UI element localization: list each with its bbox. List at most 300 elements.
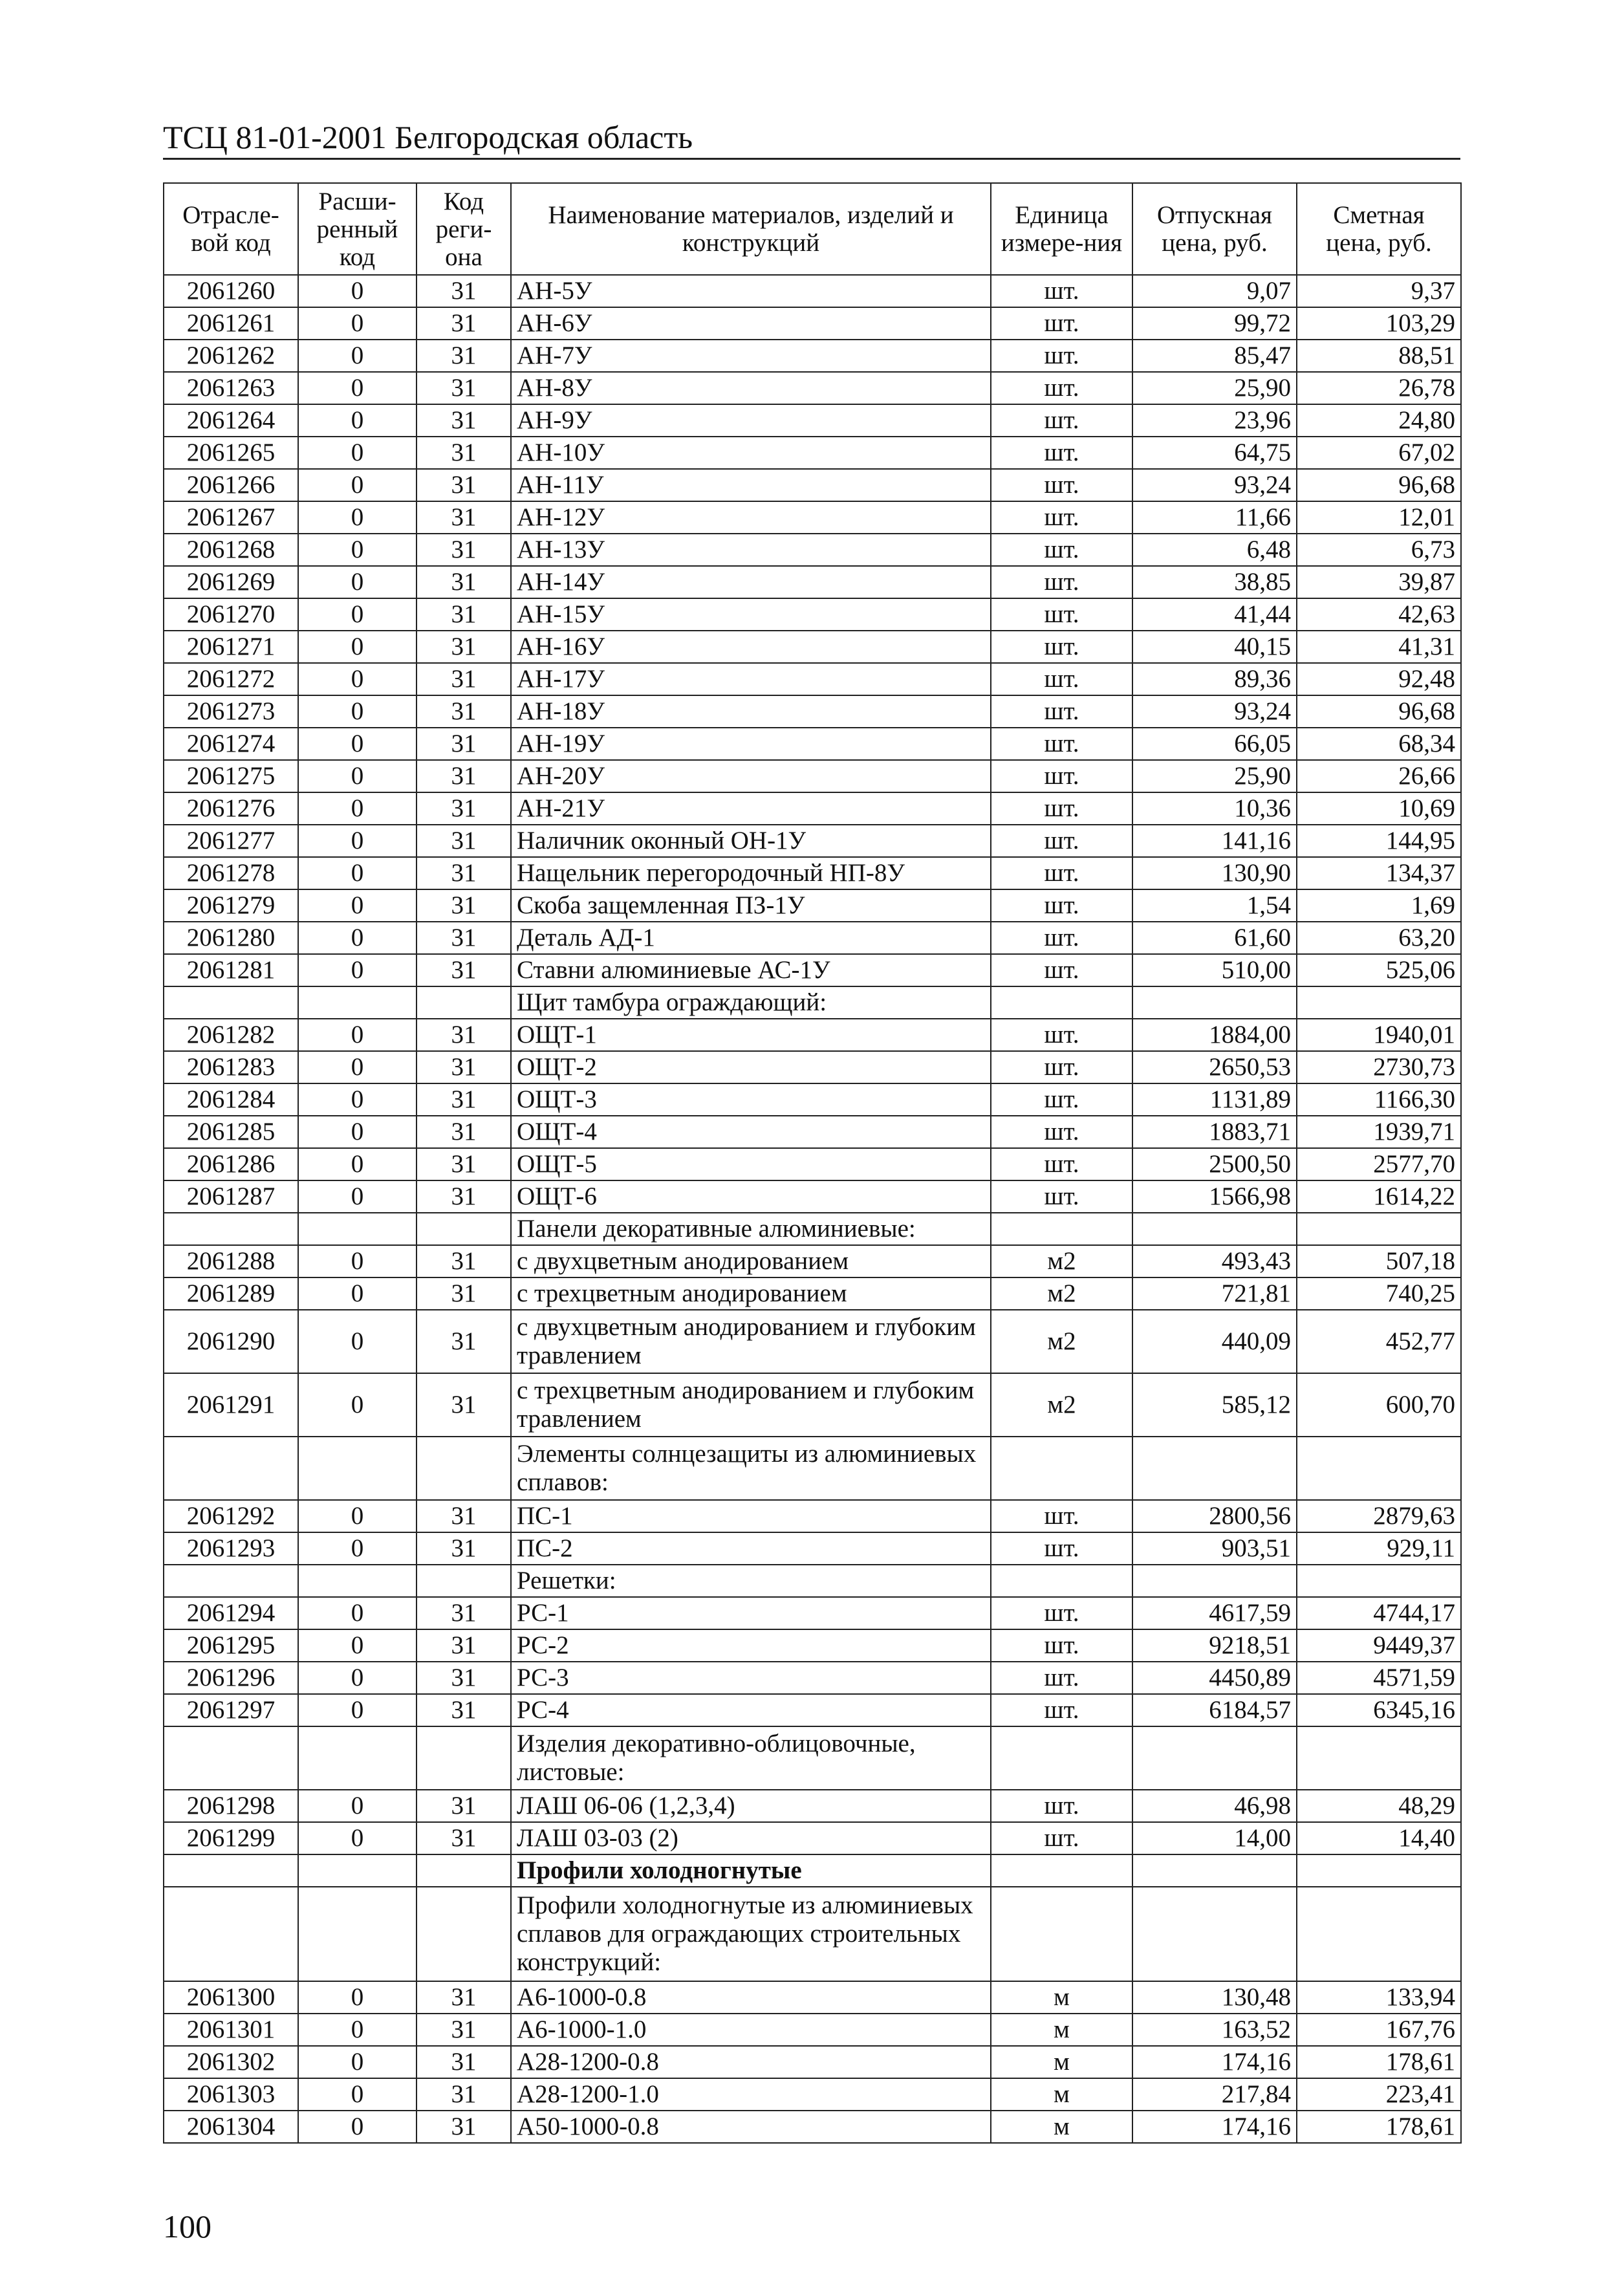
- cell-estimate-price: 178,61: [1297, 2111, 1461, 2143]
- cell-name: АН-15У: [511, 598, 991, 631]
- cell-release-price: 61,60: [1132, 922, 1297, 954]
- cell-code: 2061287: [164, 1180, 298, 1213]
- cell-ext-code: 0: [298, 1790, 417, 1822]
- cell-ext-code: 0: [298, 437, 417, 469]
- cell-region: 31: [417, 1500, 511, 1532]
- table-row: [164, 728, 1461, 760]
- cell-estimate-price: 1,69: [1297, 889, 1461, 922]
- cell-release-price: 1884,00: [1132, 1019, 1297, 1051]
- cell-ext-code: 0: [298, 2046, 417, 2078]
- table-row: [164, 1148, 1461, 1180]
- cell-estimate-price: 525,06: [1297, 954, 1461, 986]
- table-row: [164, 663, 1461, 695]
- table-row: [164, 275, 1461, 307]
- cell-ext-code: 0: [298, 825, 417, 857]
- cell-ext-code: 0: [298, 566, 417, 598]
- cell-region: 31: [417, 275, 511, 307]
- cell-region: 31: [417, 728, 511, 760]
- cell-estimate-price: 600,70: [1297, 1373, 1461, 1437]
- table-row: [164, 2046, 1461, 2078]
- cell-estimate-price: 48,29: [1297, 1790, 1461, 1822]
- cell-release-price: 130,90: [1132, 857, 1297, 889]
- table-row: [164, 1500, 1461, 1532]
- cell-release-price: [1132, 986, 1297, 1019]
- cell-release-price: 217,84: [1132, 2078, 1297, 2111]
- cell-region: 31: [417, 1790, 511, 1822]
- cell-region: 31: [417, 1822, 511, 1854]
- cell-unit: м: [991, 2078, 1132, 2111]
- cell-unit: шт.: [991, 598, 1132, 631]
- cell-code: 2061302: [164, 2046, 298, 2078]
- cell-ext-code: 0: [298, 1083, 417, 1116]
- cell-name: АН-12У: [511, 501, 991, 534]
- cell-unit: [991, 1565, 1132, 1597]
- cell-name: АН-7У: [511, 340, 991, 372]
- cell-code: [164, 1726, 298, 1790]
- table-row: [164, 598, 1461, 631]
- cell-ext-code: 0: [298, 1981, 417, 2014]
- cell-estimate-price: 92,48: [1297, 663, 1461, 695]
- table-row: [164, 1662, 1461, 1694]
- cell-name: АН-18У: [511, 695, 991, 728]
- cell-estimate-price: [1297, 1887, 1461, 1981]
- cell-ext-code: 0: [298, 1180, 417, 1213]
- cell-name: с трехцветным анодированием: [511, 1277, 991, 1310]
- cell-unit: [991, 1437, 1132, 1500]
- table-row: [164, 469, 1461, 501]
- cell-ext-code: 0: [298, 631, 417, 663]
- cell-code: 2061286: [164, 1148, 298, 1180]
- cell-estimate-price: 1940,01: [1297, 1019, 1461, 1051]
- cell-code: 2061280: [164, 922, 298, 954]
- cell-unit: шт.: [991, 534, 1132, 566]
- cell-release-price: 89,36: [1132, 663, 1297, 695]
- cell-name: Щит тамбура ограждающий:: [511, 986, 991, 1019]
- cell-estimate-price: 929,11: [1297, 1532, 1461, 1565]
- table-row: [164, 1116, 1461, 1148]
- cell-ext-code: [298, 986, 417, 1019]
- cell-region: 31: [417, 1277, 511, 1310]
- cell-name: ПС-1: [511, 1500, 991, 1532]
- table-row: [164, 825, 1461, 857]
- cell-release-price: 2800,56: [1132, 1500, 1297, 1532]
- cell-release-price: 4450,89: [1132, 1662, 1297, 1694]
- cell-unit: м: [991, 2046, 1132, 2078]
- cell-release-price: 11,66: [1132, 501, 1297, 534]
- table-row: [164, 631, 1461, 663]
- cell-name: Решетки:: [511, 1565, 991, 1597]
- table-row: [164, 1213, 1461, 1245]
- cell-unit: шт.: [991, 631, 1132, 663]
- cell-region: 31: [417, 372, 511, 404]
- cell-ext-code: 0: [298, 534, 417, 566]
- cell-name: ОЩТ-6: [511, 1180, 991, 1213]
- table-row: [164, 307, 1461, 340]
- cell-name: АН-19У: [511, 728, 991, 760]
- col-header-name: Наименование материалов, изделий и конструкций: [511, 183, 991, 275]
- cell-name: АН-6У: [511, 307, 991, 340]
- cell-release-price: 2650,53: [1132, 1051, 1297, 1083]
- cell-unit: м: [991, 2014, 1132, 2046]
- cell-region: 31: [417, 1019, 511, 1051]
- cell-name: АН-10У: [511, 437, 991, 469]
- cell-release-price: 99,72: [1132, 307, 1297, 340]
- cell-code: 2061296: [164, 1662, 298, 1694]
- cell-unit: шт.: [991, 1694, 1132, 1726]
- table-row: [164, 1373, 1461, 1437]
- cell-release-price: 163,52: [1132, 2014, 1297, 2046]
- cell-release-price: [1132, 1854, 1297, 1887]
- cell-code: 2061297: [164, 1694, 298, 1726]
- cell-release-price: 64,75: [1132, 437, 1297, 469]
- cell-name: Профили холодногнутые: [511, 1854, 991, 1887]
- cell-name: ОЩТ-1: [511, 1019, 991, 1051]
- cell-ext-code: 0: [298, 922, 417, 954]
- cell-name: ОЩТ-4: [511, 1116, 991, 1148]
- cell-code: 2061279: [164, 889, 298, 922]
- cell-region: [417, 1726, 511, 1790]
- cell-code: 2061261: [164, 307, 298, 340]
- cell-region: 31: [417, 1373, 511, 1437]
- cell-estimate-price: 39,87: [1297, 566, 1461, 598]
- table-row: [164, 695, 1461, 728]
- price-table: [163, 182, 1462, 2144]
- cell-ext-code: 0: [298, 372, 417, 404]
- cell-region: 31: [417, 954, 511, 986]
- cell-region: [417, 1887, 511, 1981]
- cell-code: 2061291: [164, 1373, 298, 1437]
- cell-estimate-price: 26,78: [1297, 372, 1461, 404]
- cell-region: 31: [417, 1180, 511, 1213]
- cell-ext-code: 0: [298, 1051, 417, 1083]
- cell-code: [164, 1213, 298, 1245]
- cell-ext-code: 0: [298, 857, 417, 889]
- cell-release-price: 493,43: [1132, 1245, 1297, 1277]
- cell-name: Профили холодногнутые из алюминиевых сплавов для ограждающих строительных конструкций:: [511, 1887, 991, 1981]
- cell-region: 31: [417, 2078, 511, 2111]
- cell-unit: шт.: [991, 954, 1132, 986]
- cell-code: 2061299: [164, 1822, 298, 1854]
- cell-name: АН-11У: [511, 469, 991, 501]
- cell-ext-code: 0: [298, 1597, 417, 1629]
- table-row: [164, 534, 1461, 566]
- cell-release-price: 4617,59: [1132, 1597, 1297, 1629]
- cell-name: ОЩТ-5: [511, 1148, 991, 1180]
- cell-region: 31: [417, 1051, 511, 1083]
- cell-name: Нащельник перегородочный НП-8У: [511, 857, 991, 889]
- cell-region: 31: [417, 1148, 511, 1180]
- cell-unit: шт.: [991, 404, 1132, 437]
- table-row: [164, 2111, 1461, 2143]
- cell-estimate-price: [1297, 1437, 1461, 1500]
- cell-code: [164, 1437, 298, 1500]
- cell-estimate-price: 9,37: [1297, 275, 1461, 307]
- cell-code: 2061264: [164, 404, 298, 437]
- cell-ext-code: 0: [298, 307, 417, 340]
- cell-code: 2061289: [164, 1277, 298, 1310]
- cell-ext-code: 0: [298, 275, 417, 307]
- cell-release-price: 40,15: [1132, 631, 1297, 663]
- cell-ext-code: 0: [298, 760, 417, 792]
- cell-region: 31: [417, 857, 511, 889]
- cell-release-price: 25,90: [1132, 372, 1297, 404]
- cell-estimate-price: 4744,17: [1297, 1597, 1461, 1629]
- cell-estimate-price: [1297, 1213, 1461, 1245]
- cell-region: 31: [417, 340, 511, 372]
- cell-name: А50-1000-0.8: [511, 2111, 991, 2143]
- page-header: [163, 116, 1460, 160]
- table-row: [164, 1694, 1461, 1726]
- cell-code: 2061294: [164, 1597, 298, 1629]
- cell-region: [417, 1854, 511, 1887]
- cell-region: 31: [417, 1597, 511, 1629]
- cell-unit: шт.: [991, 372, 1132, 404]
- cell-release-price: 10,36: [1132, 792, 1297, 825]
- cell-ext-code: 0: [298, 1694, 417, 1726]
- cell-region: 31: [417, 825, 511, 857]
- cell-unit: шт.: [991, 1662, 1132, 1694]
- cell-name: ОЩТ-2: [511, 1051, 991, 1083]
- cell-name: ЛАШ 03-03 (2): [511, 1822, 991, 1854]
- cell-release-price: 1883,71: [1132, 1116, 1297, 1148]
- cell-ext-code: 0: [298, 954, 417, 986]
- cell-unit: шт.: [991, 340, 1132, 372]
- cell-unit: шт.: [991, 1083, 1132, 1116]
- cell-unit: м: [991, 1981, 1132, 2014]
- cell-name: Деталь АД-1: [511, 922, 991, 954]
- cell-name: Панели декоративные алюминиевые:: [511, 1213, 991, 1245]
- col-header-release-price: Отпускная цена, руб.: [1132, 183, 1297, 275]
- cell-unit: шт.: [991, 469, 1132, 501]
- table-row: [164, 889, 1461, 922]
- table-row: [164, 1822, 1461, 1854]
- table-row: [164, 1790, 1461, 1822]
- cell-name: Наличник оконный ОН-1У: [511, 825, 991, 857]
- cell-region: 31: [417, 1694, 511, 1726]
- cell-name: Изделия декоративно-облицовочные, листовые:: [511, 1726, 991, 1790]
- cell-region: 31: [417, 598, 511, 631]
- cell-unit: шт.: [991, 695, 1132, 728]
- cell-code: 2061273: [164, 695, 298, 728]
- table-row: [164, 1597, 1461, 1629]
- cell-unit: м2: [991, 1373, 1132, 1437]
- cell-region: 31: [417, 663, 511, 695]
- cell-ext-code: 0: [298, 598, 417, 631]
- cell-estimate-price: 2879,63: [1297, 1500, 1461, 1532]
- cell-unit: шт.: [991, 566, 1132, 598]
- cell-release-price: 585,12: [1132, 1373, 1297, 1437]
- cell-ext-code: [298, 1887, 417, 1981]
- table-body: [164, 275, 1461, 2143]
- cell-release-price: 721,81: [1132, 1277, 1297, 1310]
- cell-ext-code: 0: [298, 1822, 417, 1854]
- cell-ext-code: 0: [298, 1019, 417, 1051]
- cell-ext-code: 0: [298, 1148, 417, 1180]
- cell-code: 2061266: [164, 469, 298, 501]
- cell-name: АН-20У: [511, 760, 991, 792]
- cell-estimate-price: 167,76: [1297, 2014, 1461, 2046]
- cell-ext-code: 0: [298, 2111, 417, 2143]
- cell-code: 2061263: [164, 372, 298, 404]
- cell-release-price: 25,90: [1132, 760, 1297, 792]
- cell-estimate-price: 1939,71: [1297, 1116, 1461, 1148]
- cell-code: 2061260: [164, 275, 298, 307]
- cell-name: с трехцветным анодированием и глубоким травлением: [511, 1373, 991, 1437]
- cell-estimate-price: 6345,16: [1297, 1694, 1461, 1726]
- cell-unit: м2: [991, 1310, 1132, 1373]
- cell-estimate-price: [1297, 1565, 1461, 1597]
- col-header-code: Отрасле-вой код: [164, 183, 298, 275]
- cell-ext-code: 0: [298, 792, 417, 825]
- cell-region: 31: [417, 2014, 511, 2046]
- document-title: ТСЦ 81-01-2001 Белгородская область: [163, 119, 693, 155]
- cell-code: 2061295: [164, 1629, 298, 1662]
- cell-region: 31: [417, 922, 511, 954]
- cell-code: 2061281: [164, 954, 298, 986]
- cell-ext-code: [298, 1854, 417, 1887]
- cell-estimate-price: 452,77: [1297, 1310, 1461, 1373]
- table-row: [164, 2078, 1461, 2111]
- cell-release-price: 93,24: [1132, 469, 1297, 501]
- cell-region: 31: [417, 437, 511, 469]
- cell-region: 31: [417, 307, 511, 340]
- cell-estimate-price: 223,41: [1297, 2078, 1461, 2111]
- cell-name: РС-2: [511, 1629, 991, 1662]
- cell-unit: шт.: [991, 889, 1132, 922]
- cell-estimate-price: 9449,37: [1297, 1629, 1461, 1662]
- cell-region: 31: [417, 1116, 511, 1148]
- cell-ext-code: 0: [298, 1310, 417, 1373]
- cell-estimate-price: 4571,59: [1297, 1662, 1461, 1694]
- cell-region: 31: [417, 1245, 511, 1277]
- cell-unit: шт.: [991, 437, 1132, 469]
- cell-name: с двухцветным анодированием и глубоким травлением: [511, 1310, 991, 1373]
- cell-ext-code: 0: [298, 1629, 417, 1662]
- cell-ext-code: 0: [298, 1500, 417, 1532]
- cell-unit: шт.: [991, 1148, 1132, 1180]
- cell-release-price: 903,51: [1132, 1532, 1297, 1565]
- cell-name: А28-1200-1.0: [511, 2078, 991, 2111]
- table-row: [164, 437, 1461, 469]
- cell-estimate-price: 68,34: [1297, 728, 1461, 760]
- cell-name: ПС-2: [511, 1532, 991, 1565]
- cell-ext-code: 0: [298, 889, 417, 922]
- cell-code: 2061265: [164, 437, 298, 469]
- cell-release-price: 46,98: [1132, 1790, 1297, 1822]
- cell-name: АН-5У: [511, 275, 991, 307]
- cell-estimate-price: 10,69: [1297, 792, 1461, 825]
- cell-unit: шт.: [991, 760, 1132, 792]
- cell-estimate-price: 6,73: [1297, 534, 1461, 566]
- cell-unit: [991, 1213, 1132, 1245]
- cell-unit: м2: [991, 1277, 1132, 1310]
- cell-region: 31: [417, 1310, 511, 1373]
- cell-region: 31: [417, 1532, 511, 1565]
- cell-ext-code: 0: [298, 1116, 417, 1148]
- cell-release-price: [1132, 1437, 1297, 1500]
- cell-code: 2061270: [164, 598, 298, 631]
- cell-code: 2061303: [164, 2078, 298, 2111]
- cell-estimate-price: 42,63: [1297, 598, 1461, 631]
- cell-name: Элементы солнцезащиты из алюминиевых сплавов:: [511, 1437, 991, 1500]
- cell-region: 31: [417, 534, 511, 566]
- cell-name: РС-3: [511, 1662, 991, 1694]
- cell-release-price: 2500,50: [1132, 1148, 1297, 1180]
- table-row: [164, 1245, 1461, 1277]
- cell-unit: шт.: [991, 1180, 1132, 1213]
- cell-ext-code: 0: [298, 2014, 417, 2046]
- table-row: [164, 1277, 1461, 1310]
- table-row: [164, 1437, 1461, 1500]
- cell-release-price: 38,85: [1132, 566, 1297, 598]
- cell-estimate-price: 63,20: [1297, 922, 1461, 954]
- cell-unit: шт.: [991, 1822, 1132, 1854]
- cell-name: АН-9У: [511, 404, 991, 437]
- cell-ext-code: 0: [298, 728, 417, 760]
- cell-code: [164, 1565, 298, 1597]
- cell-code: 2061268: [164, 534, 298, 566]
- cell-estimate-price: 12,01: [1297, 501, 1461, 534]
- cell-region: 31: [417, 469, 511, 501]
- cell-name: А6-1000-0.8: [511, 1981, 991, 2014]
- table-row: [164, 1887, 1461, 1981]
- cell-code: 2061262: [164, 340, 298, 372]
- cell-estimate-price: 24,80: [1297, 404, 1461, 437]
- cell-unit: шт.: [991, 1790, 1132, 1822]
- cell-ext-code: 0: [298, 1662, 417, 1694]
- cell-release-price: 9,07: [1132, 275, 1297, 307]
- table-row: [164, 1019, 1461, 1051]
- cell-region: [417, 1213, 511, 1245]
- cell-release-price: 9218,51: [1132, 1629, 1297, 1662]
- cell-release-price: [1132, 1887, 1297, 1981]
- cell-unit: шт.: [991, 825, 1132, 857]
- table-row: [164, 404, 1461, 437]
- cell-region: 31: [417, 1083, 511, 1116]
- table-row: [164, 2014, 1461, 2046]
- cell-name: АН-14У: [511, 566, 991, 598]
- cell-estimate-price: 41,31: [1297, 631, 1461, 663]
- table-row: [164, 954, 1461, 986]
- cell-name: А6-1000-1.0: [511, 2014, 991, 2046]
- cell-name: АН-8У: [511, 372, 991, 404]
- cell-region: 31: [417, 889, 511, 922]
- cell-estimate-price: 1614,22: [1297, 1180, 1461, 1213]
- table-row: [164, 922, 1461, 954]
- cell-ext-code: 0: [298, 2078, 417, 2111]
- cell-code: 2061292: [164, 1500, 298, 1532]
- cell-code: [164, 986, 298, 1019]
- cell-release-price: 85,47: [1132, 340, 1297, 372]
- cell-release-price: 14,00: [1132, 1822, 1297, 1854]
- cell-ext-code: 0: [298, 340, 417, 372]
- table-row: [164, 1083, 1461, 1116]
- col-header-unit: Единица измере-ния: [991, 183, 1132, 275]
- cell-unit: [991, 1854, 1132, 1887]
- cell-estimate-price: 14,40: [1297, 1822, 1461, 1854]
- cell-unit: шт.: [991, 307, 1132, 340]
- table-row: [164, 1726, 1461, 1790]
- cell-release-price: 510,00: [1132, 954, 1297, 986]
- cell-ext-code: [298, 1565, 417, 1597]
- cell-unit: шт.: [991, 1629, 1132, 1662]
- cell-estimate-price: [1297, 1726, 1461, 1790]
- cell-release-price: 6184,57: [1132, 1694, 1297, 1726]
- cell-region: 31: [417, 792, 511, 825]
- cell-code: [164, 1887, 298, 1981]
- cell-unit: м: [991, 2111, 1132, 2143]
- table-row: [164, 792, 1461, 825]
